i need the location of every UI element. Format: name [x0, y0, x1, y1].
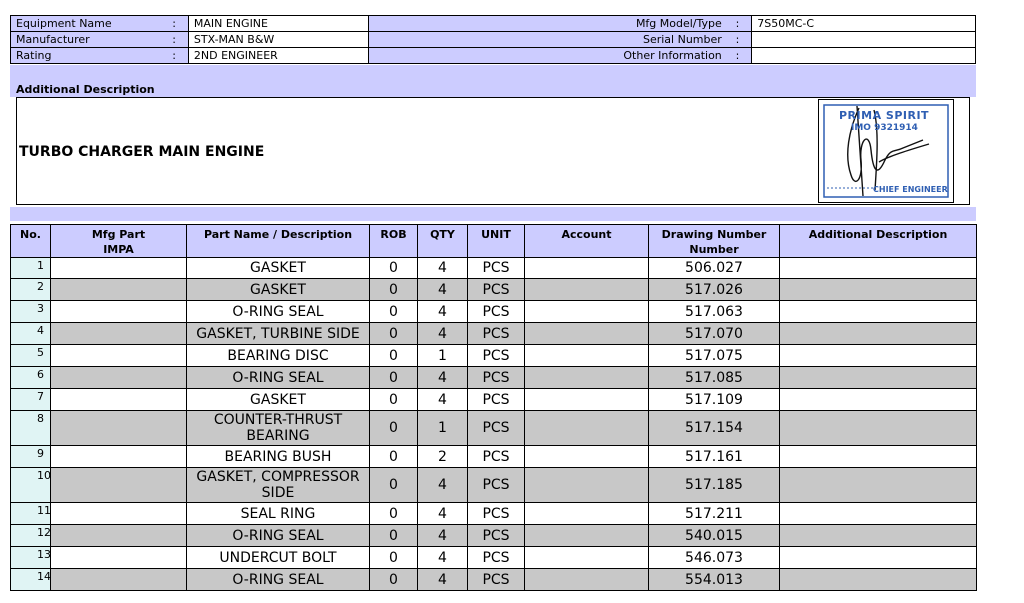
rob-cell: 0 [370, 279, 418, 301]
mfg-part-cell [51, 389, 187, 411]
qty-cell: 4 [418, 258, 468, 279]
part-name-cell: GASKET, TURBINE SIDE [187, 323, 370, 345]
row-number: 10 [11, 468, 51, 503]
unit-cell: PCS [468, 279, 525, 301]
serial-number-label: Serial Number [368, 32, 724, 48]
account-cell [525, 468, 649, 503]
mfg-part-cell [51, 503, 187, 525]
unit-cell: PCS [468, 411, 525, 446]
qty-cell: 1 [418, 411, 468, 446]
account-cell [525, 569, 649, 591]
account-cell [525, 367, 649, 389]
parts-table [10, 224, 977, 591]
row-number: 3 [11, 301, 51, 323]
qty-cell: 4 [418, 301, 468, 323]
row-number: 9 [11, 446, 51, 468]
unit-cell: PCS [468, 569, 525, 591]
part-name-cell: GASKET [187, 258, 370, 279]
col-header-drawing-number [649, 225, 780, 258]
table-row[interactable] [11, 345, 977, 367]
col-header-mfg-part [51, 225, 187, 258]
colon: : [724, 48, 752, 64]
drawing-number-cell: 554.013 [649, 569, 780, 591]
drawing-number-cell: 517.211 [649, 503, 780, 525]
table-row[interactable] [11, 411, 977, 446]
drawing-number-cell: 517.154 [649, 411, 780, 446]
stamp-vessel-name: PRIMA SPIRIT [839, 109, 930, 122]
drawing-number-cell: 517.063 [649, 301, 780, 323]
col-header-impa-label: IMPA [103, 243, 134, 256]
col-header-account: Account [525, 225, 649, 258]
additional-description-cell [780, 569, 977, 591]
rob-cell: 0 [370, 569, 418, 591]
rob-cell: 0 [370, 446, 418, 468]
qty-cell: 4 [418, 468, 468, 503]
other-information-label: Other Information [368, 48, 724, 64]
equipment-name-value: MAIN ENGINE [188, 16, 368, 32]
rob-cell: 0 [370, 411, 418, 446]
equipment-header-table [10, 15, 976, 64]
part-name-cell: O-RING SEAL [187, 367, 370, 389]
table-row[interactable] [11, 301, 977, 323]
additional-description-cell [780, 547, 977, 569]
additional-description-cell [780, 367, 977, 389]
account-cell [525, 345, 649, 367]
part-name-cell: GASKET [187, 279, 370, 301]
mfg-model-label: Mfg Model/Type [368, 16, 724, 32]
table-header-row [11, 225, 977, 258]
rob-cell: 0 [370, 547, 418, 569]
account-cell [525, 323, 649, 345]
mfg-part-cell [51, 258, 187, 279]
row-number: 6 [11, 367, 51, 389]
col-header-additional-description: Additional Description [780, 225, 977, 258]
colon: : [160, 16, 188, 32]
rob-cell: 0 [370, 389, 418, 411]
table-row[interactable] [11, 258, 977, 279]
additional-description-cell [780, 468, 977, 503]
row-number: 8 [11, 411, 51, 446]
colon: : [160, 48, 188, 64]
manufacturer-label: Manufacturer [11, 32, 161, 48]
rob-cell: 0 [370, 323, 418, 345]
drawing-number-cell: 506.027 [649, 258, 780, 279]
unit-cell: PCS [468, 547, 525, 569]
row-number: 7 [11, 389, 51, 411]
stamp-imo-number: IMO 9321914 [851, 123, 918, 133]
row-number: 1 [11, 258, 51, 279]
account-cell [525, 389, 649, 411]
qty-cell: 2 [418, 446, 468, 468]
table-row[interactable] [11, 468, 977, 503]
table-row[interactable] [11, 547, 977, 569]
additional-description-cell [780, 258, 977, 279]
account-cell [525, 279, 649, 301]
additional-description-cell [780, 411, 977, 446]
unit-cell: PCS [468, 367, 525, 389]
mfg-part-cell [51, 569, 187, 591]
unit-cell: PCS [468, 389, 525, 411]
account-cell [525, 525, 649, 547]
mfg-part-cell [51, 345, 187, 367]
additional-description-cell [780, 525, 977, 547]
qty-cell: 4 [418, 525, 468, 547]
additional-description-cell [780, 301, 977, 323]
table-row[interactable] [11, 323, 977, 345]
mfg-part-cell [51, 525, 187, 547]
col-header-mfg-part-label: Mfg Part [91, 228, 146, 241]
mfg-model-value: 7S50MC-C [752, 16, 976, 32]
unit-cell: PCS [468, 258, 525, 279]
unit-cell: PCS [468, 525, 525, 547]
unit-cell: PCS [468, 503, 525, 525]
drawing-number-cell: 540.015 [649, 525, 780, 547]
qty-cell: 4 [418, 503, 468, 525]
table-row[interactable] [11, 279, 977, 301]
additional-description-cell [780, 503, 977, 525]
mfg-part-cell [51, 279, 187, 301]
mfg-part-cell [51, 446, 187, 468]
mfg-part-cell [51, 468, 187, 503]
rob-cell: 0 [370, 345, 418, 367]
part-name-cell: O-RING SEAL [187, 525, 370, 547]
part-name-cell: O-RING SEAL [187, 301, 370, 323]
row-number: 12 [11, 525, 51, 547]
part-name-cell: UNDERCUT BOLT [187, 547, 370, 569]
other-information-value [752, 48, 976, 64]
rob-cell: 0 [370, 468, 418, 503]
qty-cell: 4 [418, 389, 468, 411]
row-number: 13 [11, 547, 51, 569]
colon: : [160, 32, 188, 48]
chief-engineer-stamp [818, 99, 954, 203]
serial-number-value [752, 32, 976, 48]
rating-value: 2ND ENGINEER [188, 48, 368, 64]
account-cell [525, 547, 649, 569]
part-name-cell: COUNTER-THRUST BEARING [187, 411, 370, 446]
colon: : [724, 16, 752, 32]
qty-cell: 4 [418, 569, 468, 591]
col-header-drawing-label: Drawing Number [661, 228, 767, 241]
col-header-part-name: Part Name / Description [187, 225, 370, 258]
additional-description-box [16, 97, 970, 205]
equipment-name-label: Equipment Name [11, 16, 161, 32]
manufacturer-value: STX-MAN B&W [188, 32, 368, 48]
additional-description-text: TURBO CHARGER MAIN ENGINE [19, 144, 265, 160]
col-header-rob: ROB [370, 225, 418, 258]
table-top-band [10, 207, 976, 221]
col-header-unit: UNIT [468, 225, 525, 258]
rob-cell: 0 [370, 367, 418, 389]
qty-cell: 4 [418, 323, 468, 345]
part-name-cell: BEARING DISC [187, 345, 370, 367]
mfg-part-cell [51, 323, 187, 345]
row-number: 5 [11, 345, 51, 367]
stamp-title: CHIEF ENGINEER [873, 185, 948, 194]
account-cell [525, 258, 649, 279]
drawing-number-cell: 517.161 [649, 446, 780, 468]
drawing-number-cell: 517.070 [649, 323, 780, 345]
mfg-part-cell [51, 367, 187, 389]
row-number: 4 [11, 323, 51, 345]
rating-label: Rating [11, 48, 161, 64]
drawing-number-cell: 517.085 [649, 367, 780, 389]
additional-description-cell [780, 279, 977, 301]
table-row[interactable] [11, 389, 977, 411]
part-name-cell: SEAL RING [187, 503, 370, 525]
account-cell [525, 503, 649, 525]
drawing-number-cell: 517.075 [649, 345, 780, 367]
table-row[interactable] [11, 503, 977, 525]
unit-cell: PCS [468, 323, 525, 345]
table-row[interactable] [11, 446, 977, 468]
additional-description-cell [780, 345, 977, 367]
row-number: 14 [11, 569, 51, 591]
rob-cell: 0 [370, 503, 418, 525]
col-header-qty: QTY [418, 225, 468, 258]
table-row[interactable] [11, 525, 977, 547]
unit-cell: PCS [468, 468, 525, 503]
additional-description-heading: Additional Description [16, 83, 155, 96]
qty-cell: 4 [418, 547, 468, 569]
account-cell [525, 301, 649, 323]
drawing-number-cell: 517.185 [649, 468, 780, 503]
rob-cell: 0 [370, 301, 418, 323]
account-cell [525, 411, 649, 446]
qty-cell: 1 [418, 345, 468, 367]
part-name-cell: BEARING BUSH [187, 446, 370, 468]
colon: : [724, 32, 752, 48]
account-cell [525, 446, 649, 468]
part-name-cell: GASKET, COMPRESSOR SIDE [187, 468, 370, 503]
unit-cell: PCS [468, 301, 525, 323]
mfg-part-cell [51, 547, 187, 569]
part-name-cell: O-RING SEAL [187, 569, 370, 591]
part-name-cell: GASKET [187, 389, 370, 411]
additional-description-cell [780, 389, 977, 411]
col-header-no: No. [11, 225, 51, 258]
table-row[interactable] [11, 569, 977, 591]
rob-cell: 0 [370, 258, 418, 279]
drawing-number-cell: 546.073 [649, 547, 780, 569]
row-number: 2 [11, 279, 51, 301]
mfg-part-cell [51, 301, 187, 323]
drawing-number-cell: 517.109 [649, 389, 780, 411]
additional-description-cell [780, 446, 977, 468]
mfg-part-cell [51, 411, 187, 446]
additional-description-cell [780, 323, 977, 345]
drawing-number-cell: 517.026 [649, 279, 780, 301]
row-number: 11 [11, 503, 51, 525]
table-row[interactable] [11, 367, 977, 389]
col-header-number-label: Number [689, 243, 739, 256]
unit-cell: PCS [468, 446, 525, 468]
rob-cell: 0 [370, 525, 418, 547]
qty-cell: 4 [418, 279, 468, 301]
additional-description-band [10, 65, 976, 97]
qty-cell: 4 [418, 367, 468, 389]
unit-cell: PCS [468, 345, 525, 367]
